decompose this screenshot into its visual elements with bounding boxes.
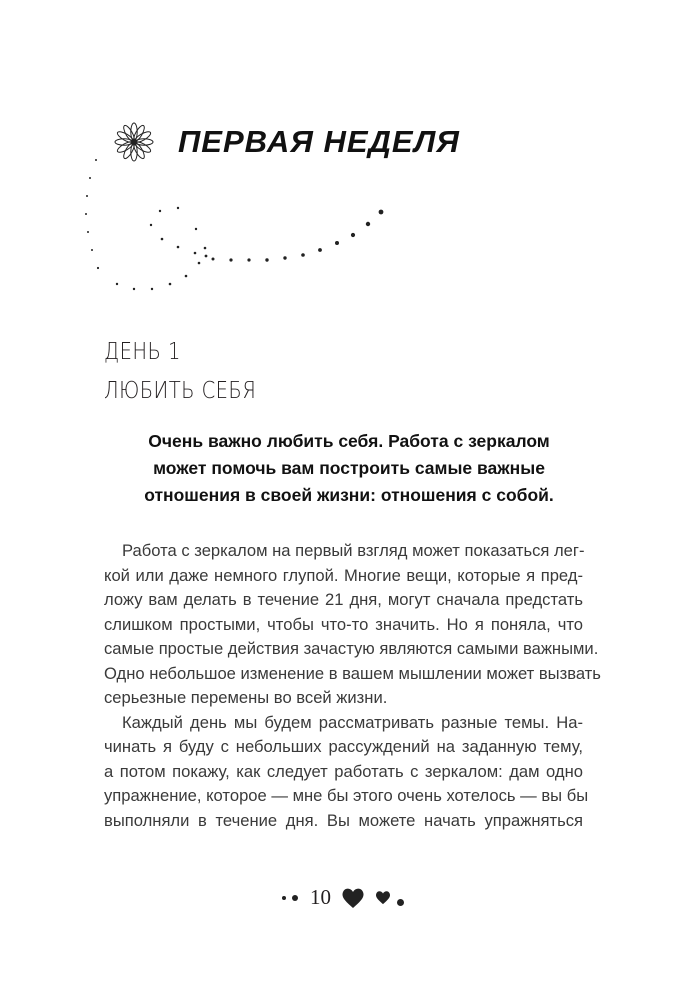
text-line: Каждый день мы будем рассматривать разные темы. На- bbox=[122, 712, 583, 732]
text-line: кой или даже немного глупой. Многие вещи, которые я пред- bbox=[104, 565, 583, 585]
chapter-title: ПЕРВАЯ НЕДЕЛЯ bbox=[178, 124, 460, 159]
text-line: самые простые действия зачастую являются самыми важными. bbox=[104, 639, 599, 658]
page-footer bbox=[0, 885, 686, 910]
intro-line: Очень важно любить себя. Работа с зеркалом bbox=[148, 431, 550, 451]
text-line: ложу вам делать в течение 21 дня, могут сначала предстать bbox=[104, 590, 583, 609]
heart-icon bbox=[375, 890, 391, 905]
text-line: серьезные перемены во всей жизни. bbox=[104, 688, 388, 707]
page-number: 10 bbox=[310, 885, 331, 909]
text-line: Одно небольшое изменение в вашем мышлении может вызвать bbox=[104, 663, 601, 683]
intro-text bbox=[104, 428, 594, 509]
day-title: ЛЮБИТЬ СЕБЯ bbox=[104, 378, 257, 404]
text-line: чинать я буду с небольших рассуждений на заданную тему, bbox=[104, 737, 583, 756]
day-number: ДЕНЬ 1 bbox=[104, 339, 181, 365]
intro-line: может помочь вам построить самые важные bbox=[153, 458, 545, 478]
text-line: слишком простыми, чтобы что-то значить. Но я поняла, что bbox=[104, 614, 583, 634]
text-line: а потом покажу, как следует работать с зеркалом: дам одно bbox=[104, 761, 583, 781]
intro-line: отношения в своей жизни: отношения с собой. bbox=[144, 485, 554, 505]
body-text bbox=[104, 539, 601, 833]
dot-icon bbox=[397, 899, 404, 906]
dot-icon bbox=[292, 895, 298, 901]
text-line: выполняли в течение дня. Вы можете начать упражняться bbox=[104, 810, 583, 830]
dot-icon bbox=[282, 896, 286, 900]
text-line: Работа с зеркалом на первый взгляд может показаться лег- bbox=[122, 541, 585, 560]
heart-icon bbox=[341, 887, 365, 909]
text-line: упражнение, которое — мне бы этого очень хотелось — вы бы bbox=[104, 786, 589, 805]
dotted-swirl-decoration bbox=[0, 150, 686, 300]
day-heading bbox=[104, 333, 256, 411]
